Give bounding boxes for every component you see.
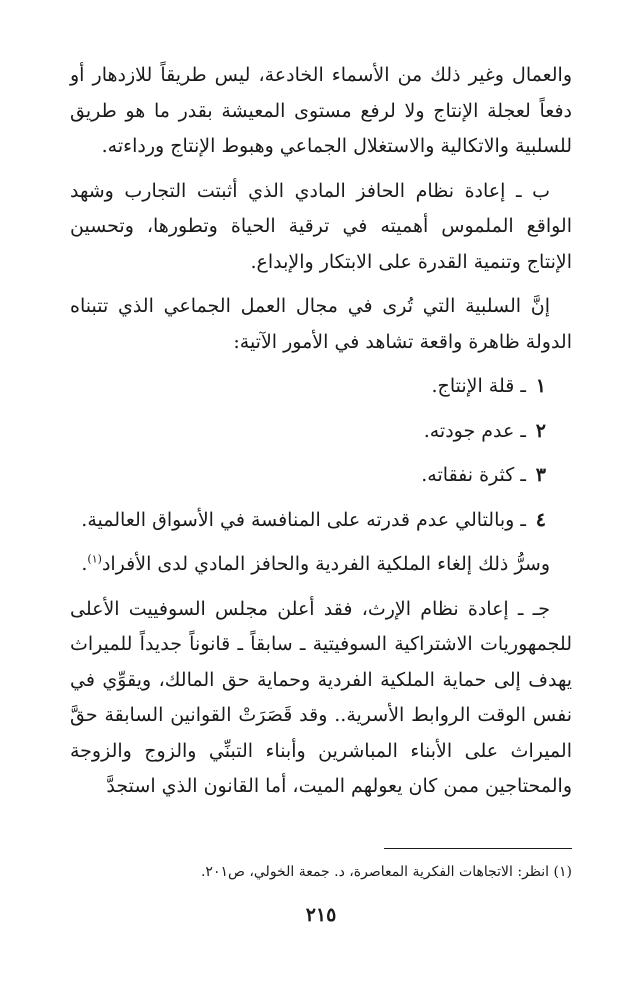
page-body — [70, 58, 572, 814]
list-item — [70, 414, 572, 450]
paragraph-secret-text: وسرُّ ذلك إلغاء الملكية الفردية والحافز المادي لدى الأفراد — [101, 553, 550, 575]
footnote: (١) انظر: الاتجاهات الفكرية المعاصرة، د. جمعة الخولي، ص٢٠١. — [200, 864, 572, 880]
list-item-text: ـ قلة الإنتاج. — [431, 375, 526, 397]
list-item-text: ـ عدم جودته. — [423, 419, 526, 442]
list-item-text: ـ كثرة نفقاته. — [421, 464, 526, 486]
paragraph-secret — [70, 547, 572, 583]
paragraph-inheritance: جـ ـ إعادة نظام الإرث، فقد أعلن مجلس السوفييت الأعلى للجمهوريات الاشتراكية السوفيتية ـ سابقاً ـ قانوناً جديداً للميراث يهدف إلى حماية الملكية الفردية وحماية حق المالك، ويقوِّي في نفس الوقت الروابط الأسرية.. وقد قَصَرَتْ القوانين السابقة حقَّ الميراث على الأبناء المباشرين وأبناء التبنِّي والزوج والزوجة والمحتاجين ممن كان يعولهم الميت، أما القانون الذي استجدَّ — [70, 597, 572, 797]
list-item-number: ٣ — [535, 464, 546, 486]
footnote-reference: (١) — [87, 552, 102, 566]
paragraph-negativity: إنَّ السلبية التي تُرى في مجال العمل الجماعي الذي تتبناه الدولة ظاهرة واقعة تشاهد في الأمور الآتية: — [70, 295, 572, 353]
list-item-number: ١ — [535, 375, 546, 397]
list-item-text: ـ وبالتالي عدم قدرته على المنافسة في الأسواق العالمية. — [81, 508, 526, 531]
list-item — [70, 458, 572, 494]
list-item-number: ٢ — [535, 419, 546, 442]
list-item — [70, 369, 572, 405]
paragraph-material-incentive: ب ـ إعادة نظام الحافز المادي الذي أثبتت التجارب وشهد الواقع الملموس أهميته في ترقية الحياة وتطورها، وتحسين الإنتاج وتنمية القدرة على الابتكار والإبداع. — [70, 179, 572, 273]
paragraph-secret-end: . — [81, 553, 88, 575]
list-item — [70, 503, 572, 539]
paragraph-workers-continuation: والعمال وغير ذلك من الأسماء الخادعة، ليس طريقاً للازدهار أو دفعاً لعجلة الإنتاج ولا لرفع مستوى المعيشة بقدر ما هو طريق للسلبية والاتكالية والاستغلال الجماعي وهبوط الإنتاج ورداءته. — [70, 64, 572, 157]
page-number: ٢١٥ — [305, 904, 337, 926]
list-item-number: ٤ — [535, 508, 546, 531]
footnote-divider — [384, 848, 572, 849]
